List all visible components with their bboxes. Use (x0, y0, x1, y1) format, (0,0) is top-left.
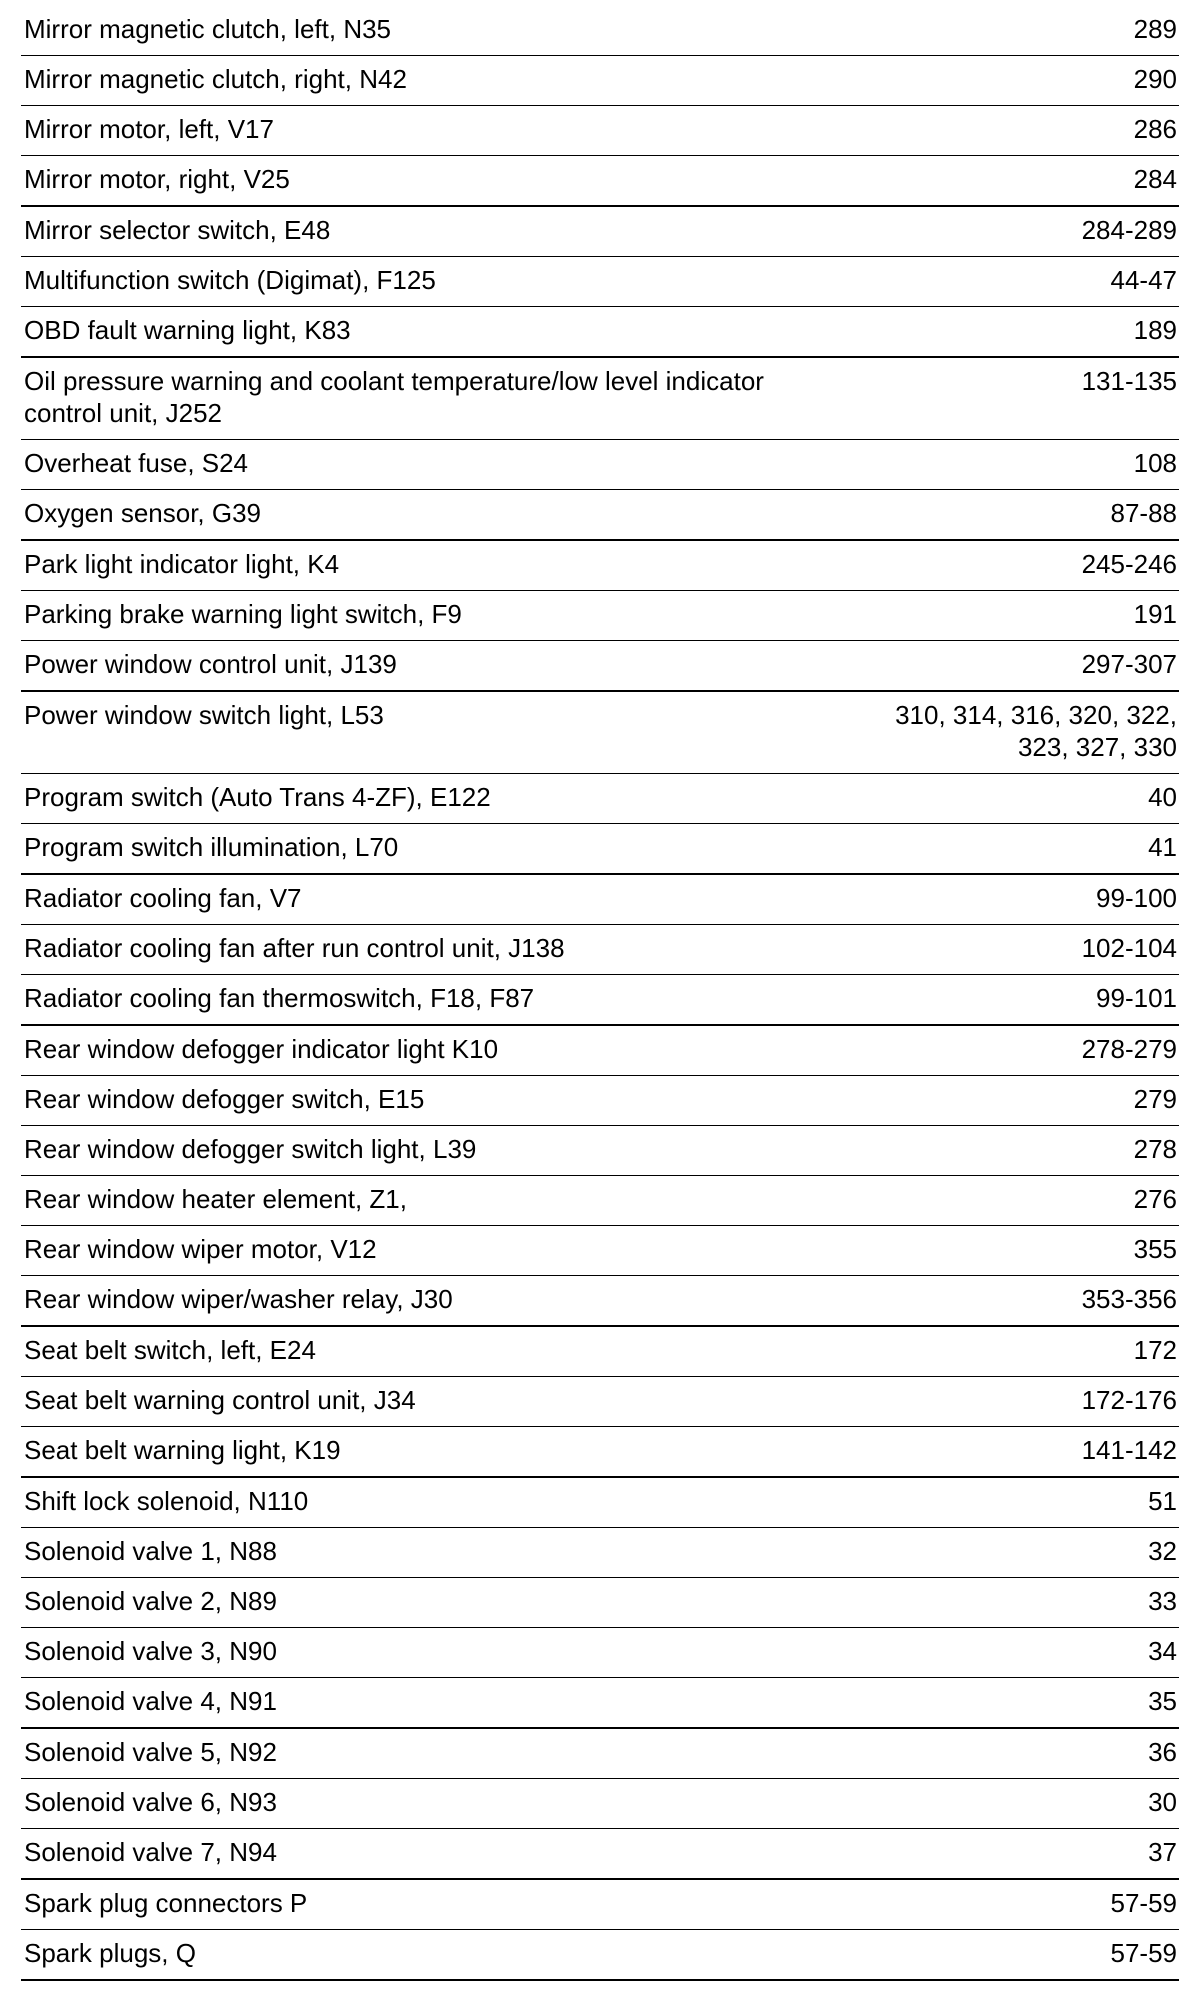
entry-page: 172 (848, 1326, 1179, 1377)
index-row (21, 874, 1179, 925)
entry-name: Solenoid valve 7, N94 (21, 1829, 848, 1880)
entry-page: 284 (848, 156, 1179, 207)
index-row (21, 6, 1179, 56)
entry-page: 278-279 (848, 1025, 1179, 1076)
index-row (21, 1779, 1179, 1829)
entry-page: 284-289 (848, 206, 1179, 257)
index-row (21, 774, 1179, 824)
index-table-body (21, 6, 1179, 1980)
entry-page: 172-176 (848, 1377, 1179, 1427)
entry-name: Radiator cooling fan thermoswitch, F18, F87 (21, 975, 848, 1026)
index-row (21, 641, 1179, 692)
entry-page: 355 (848, 1226, 1179, 1276)
index-row (21, 1126, 1179, 1176)
entry-name: Rear window wiper motor, V12 (21, 1226, 848, 1276)
entry-page: 44-47 (848, 257, 1179, 307)
entry-page: 37 (848, 1829, 1179, 1880)
entry-name: Solenoid valve 3, N90 (21, 1628, 848, 1678)
entry-page: 32 (848, 1528, 1179, 1578)
entry-page: 87-88 (848, 490, 1179, 541)
entry-name: Oxygen sensor, G39 (21, 490, 848, 541)
entry-page: 286 (848, 106, 1179, 156)
entry-page: 40 (848, 774, 1179, 824)
entry-page: 297-307 (848, 641, 1179, 692)
entry-name: Rear window heater element, Z1, (21, 1176, 848, 1226)
index-row (21, 307, 1179, 358)
entry-name: Mirror motor, left, V17 (21, 106, 848, 156)
entry-name: Parking brake warning light switch, F9 (21, 591, 848, 641)
index-row (21, 540, 1179, 591)
entry-name: Radiator cooling fan after run control unit, J138 (21, 925, 848, 975)
index-row (21, 1076, 1179, 1126)
index-row (21, 1829, 1179, 1880)
entry-page: 99-100 (848, 874, 1179, 925)
entry-page: 33 (848, 1578, 1179, 1628)
index-row (21, 975, 1179, 1026)
entry-name: Solenoid valve 1, N88 (21, 1528, 848, 1578)
index-row (21, 1578, 1179, 1628)
entry-page: 245-246 (848, 540, 1179, 591)
entry-name: Spark plug connectors P (21, 1879, 848, 1930)
entry-name: Program switch illumination, L70 (21, 824, 848, 875)
entry-name: Solenoid valve 5, N92 (21, 1728, 848, 1779)
index-row (21, 156, 1179, 207)
entry-name: Rear window defogger indicator light K10 (21, 1025, 848, 1076)
entry-name: Solenoid valve 4, N91 (21, 1678, 848, 1729)
entry-name: Power window control unit, J139 (21, 641, 848, 692)
entry-page: 189 (848, 307, 1179, 358)
entry-name: Mirror selector switch, E48 (21, 206, 848, 257)
entry-page: 57-59 (848, 1930, 1179, 1981)
entry-name: Spark plugs, Q (21, 1930, 848, 1981)
index-row (21, 490, 1179, 541)
entry-name: Shift lock solenoid, N110 (21, 1477, 848, 1528)
entry-name: Park light indicator light, K4 (21, 540, 848, 591)
index-row (21, 206, 1179, 257)
entry-page: 310, 314, 316, 320, 322, 323, 327, 330 (848, 691, 1179, 774)
index-row (21, 691, 1179, 774)
index-row (21, 824, 1179, 875)
entry-name: Overheat fuse, S24 (21, 440, 848, 490)
entry-name: Solenoid valve 6, N93 (21, 1779, 848, 1829)
entry-name: Multifunction switch (Digimat), F125 (21, 257, 848, 307)
entry-page: 41 (848, 824, 1179, 875)
entry-page: 276 (848, 1176, 1179, 1226)
entry-page: 279 (848, 1076, 1179, 1126)
entry-page: 99-101 (848, 975, 1179, 1026)
index-row (21, 1879, 1179, 1930)
index-row (21, 257, 1179, 307)
index-row (21, 925, 1179, 975)
index-row (21, 1728, 1179, 1779)
index-row (21, 591, 1179, 641)
index-row (21, 1176, 1179, 1226)
entry-page: 191 (848, 591, 1179, 641)
entry-page: 57-59 (848, 1879, 1179, 1930)
index-row (21, 1528, 1179, 1578)
index-row (21, 1427, 1179, 1478)
entry-page: 141-142 (848, 1427, 1179, 1478)
index-row (21, 1276, 1179, 1327)
entry-name: Rear window defogger switch, E15 (21, 1076, 848, 1126)
entry-page: 102-104 (848, 925, 1179, 975)
index-row (21, 1226, 1179, 1276)
entry-name: Rear window defogger switch light, L39 (21, 1126, 848, 1176)
index-row (21, 1628, 1179, 1678)
entry-name: OBD fault warning light, K83 (21, 307, 848, 358)
entry-name: Mirror motor, right, V25 (21, 156, 848, 207)
entry-page: 108 (848, 440, 1179, 490)
index-row (21, 1930, 1179, 1981)
entry-page: 34 (848, 1628, 1179, 1678)
entry-page: 36 (848, 1728, 1179, 1779)
index-row (21, 1377, 1179, 1427)
entry-name: Power window switch light, L53 (21, 691, 848, 774)
entry-page: 289 (848, 6, 1179, 56)
entry-page: 35 (848, 1678, 1179, 1729)
entry-name: Solenoid valve 2, N89 (21, 1578, 848, 1628)
entry-page: 30 (848, 1779, 1179, 1829)
entry-name: Mirror magnetic clutch, left, N35 (21, 6, 848, 56)
entry-name: Oil pressure warning and coolant temperature/low level indicator control unit, J252 (21, 357, 848, 440)
entry-page: 51 (848, 1477, 1179, 1528)
entry-page: 131-135 (848, 357, 1179, 440)
entry-name: Program switch (Auto Trans 4-ZF), E122 (21, 774, 848, 824)
entry-page: 278 (848, 1126, 1179, 1176)
index-row (21, 106, 1179, 156)
entry-page: 290 (848, 56, 1179, 106)
entry-name: Seat belt warning light, K19 (21, 1427, 848, 1478)
entry-name: Radiator cooling fan, V7 (21, 874, 848, 925)
index-row (21, 1326, 1179, 1377)
entry-name: Seat belt warning control unit, J34 (21, 1377, 848, 1427)
entry-name: Rear window wiper/washer relay, J30 (21, 1276, 848, 1327)
entry-page: 353-356 (848, 1276, 1179, 1327)
entry-name: Mirror magnetic clutch, right, N42 (21, 56, 848, 106)
index-row (21, 357, 1179, 440)
entry-name: Seat belt switch, left, E24 (21, 1326, 848, 1377)
index-row (21, 56, 1179, 106)
component-index-table (21, 6, 1179, 1981)
index-row (21, 440, 1179, 490)
index-row (21, 1025, 1179, 1076)
index-row (21, 1678, 1179, 1729)
index-row (21, 1477, 1179, 1528)
